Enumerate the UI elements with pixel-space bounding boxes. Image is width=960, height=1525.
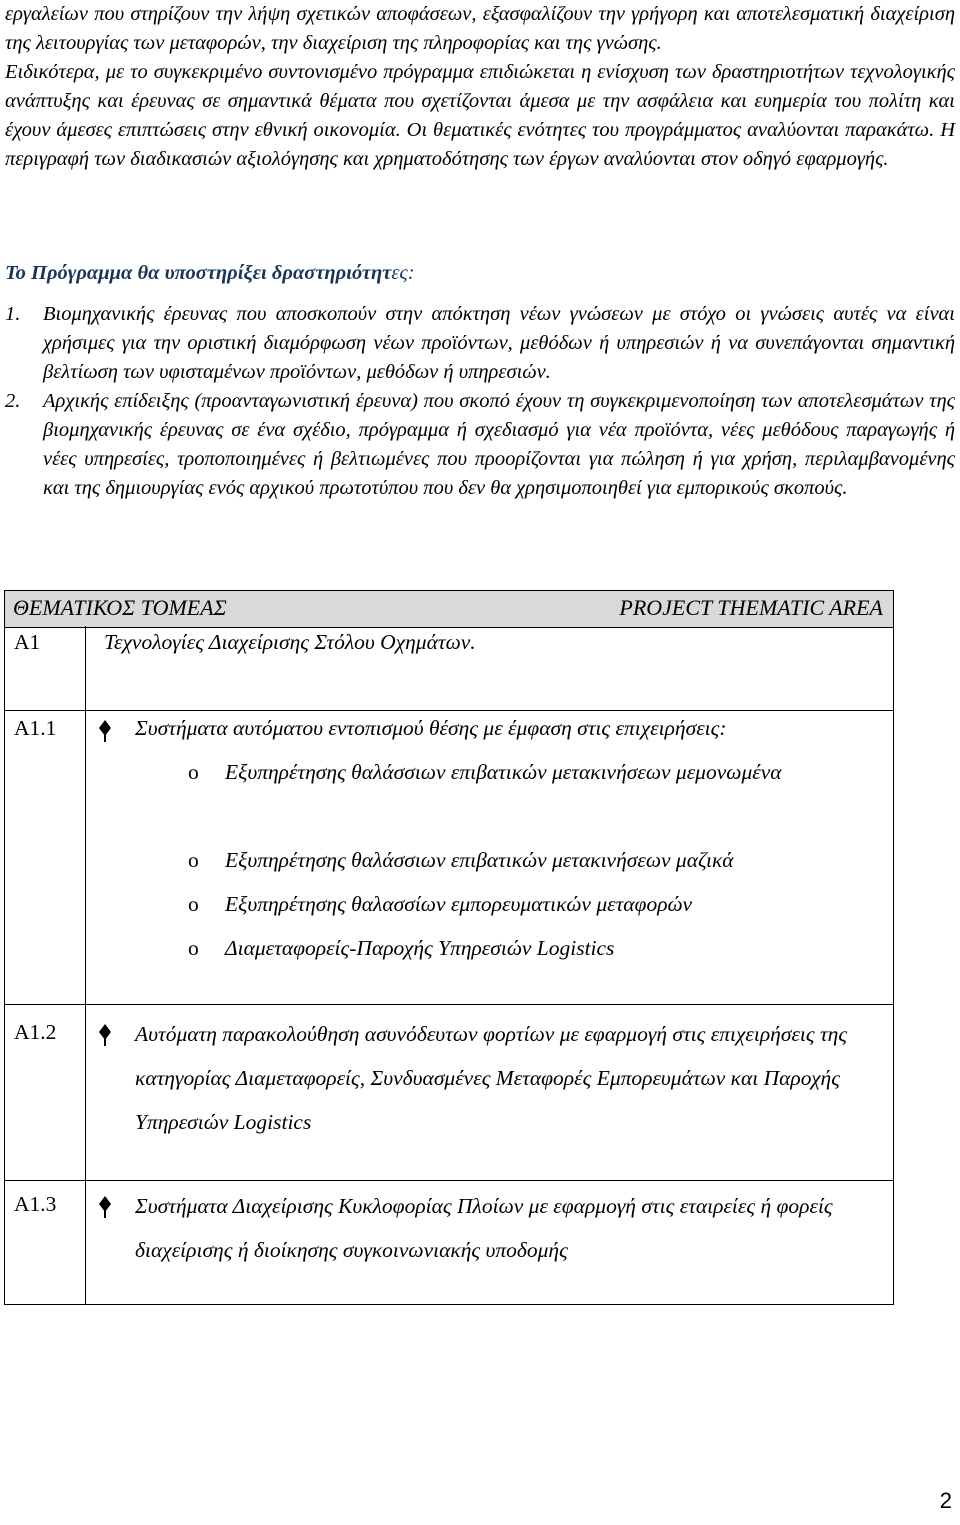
row-text-a1-2: Αυτόματη παρακολούθηση ασυνόδευτων φορτίων με εφαρμογή στις επιχειρήσεις της κατηγορίας Διαμεταφορείς, Συνδυασμένες Μεταφορές Εμπορευμάτων και Παροχής Υπηρεσιών Logistics [135, 1022, 848, 1134]
sub-item [188, 926, 888, 970]
row-divider [5, 1180, 893, 1181]
circle-bullet-icon: o [188, 848, 199, 872]
table-header [4, 590, 894, 628]
row-text-a1-3: Συστήματα Διαχείρισης Κυκλοφορίας Πλοίων με εφαρμογή στις εταιρείες ή φορείς διαχείρισης ή διοίκησης συγκοινωνιακής υποδομής [135, 1194, 833, 1262]
row-text-a1-1: Συστήματα αυτόματου εντοπισμού θέσης με έμφαση στις επιχειρήσεις: [135, 716, 727, 740]
sub-item [188, 838, 888, 882]
sub-item-text: Εξυπηρέτησης θαλάσσιων επιβατικών μετακινήσεων μεμονωμένα [225, 760, 782, 784]
diamond-bullet-icon [97, 718, 113, 744]
list-item-number: 1. [5, 303, 21, 325]
row-code-a1: Α1 [14, 630, 41, 654]
activities-list [5, 300, 955, 503]
list-item [5, 300, 955, 387]
diamond-bullet-icon [97, 1194, 113, 1220]
circle-bullet-icon: o [188, 892, 199, 916]
lead-bold: Το Πρόγραμμα θα υποστηρίξει δραστηριότητ [5, 262, 392, 284]
table-body [4, 626, 894, 1305]
list-item-text: Βιομηχανικής έρευνας που αποσκοπούν στην απόκτηση νέων γνώσεων με στόχο οι γνώσεις αυτές να είναι χρήσιμες για την οριστική διαμόρφωση νέων προϊόντων, μεθόδων ή υπηρεσιών ή να συνεπάγονται σημαντική βελτίωση των υφισταμένων προϊόντων, μεθόδων ή υπηρεσιών. [43, 303, 955, 383]
header-thematic-sector: ΘΕΜΑΤΙΚΟΣ ΤΟΜΕΑΣ [13, 595, 227, 620]
sub-item-text: Εξυπηρέτησης θαλασσίων εμπορευματικών μεταφορών [225, 892, 693, 916]
sub-item [188, 750, 888, 838]
intro-paragraph-1: εργαλείων που στηρίζουν την λήψη σχετικών αποφάσεων, εξασφαλίζουν την γρήγορη και αποτελεσματική διαχείριση της λειτουργίας των μεταφορών, την διαχείριση της πληροφορίας και της γνώσης. [5, 3, 955, 54]
sub-item-text: Διαμεταφορείς-Παροχής Υπηρεσιών Logistics [225, 936, 615, 960]
row-divider [5, 1004, 893, 1005]
header-project-thematic-area: PROJECT THEMATIC AREA [619, 595, 883, 620]
intro-paragraph-2: Ειδικότερα, με το συγκεκριμένο συντονισμένο πρόγραμμα επιδιώκεται η ενίσχυση των δραστηριοτήτων τεχνολογικής ανάπτυξης και έρευνας σε σημαντικά θέματα που σχετίζονται άμεσα με την ασφάλεια και ευημερία του πολίτη και έχουν άμεσες επιπτώσεις στην εθνική οικονομία. Οι θεματικές ενότητες του προγράμματος αναλύονται παρακάτω. Η περιγραφή των διαδικασιών αξιολόγησης και χρηματοδότησης των έργων αναλύονται στον οδηγό εφαρμογής. [5, 61, 955, 170]
circle-bullet-icon: o [188, 936, 199, 960]
sub-item-text: Εξυπηρέτησης θαλάσσιων επιβατικών μετακινήσεων μαζικά [225, 848, 734, 872]
program-lead-heading [5, 262, 415, 285]
list-item-number: 2. [5, 390, 21, 412]
circle-bullet-icon: o [188, 760, 199, 784]
row-code-a1-1: Α1.1 [14, 716, 57, 740]
lead-tail: ες: [391, 262, 415, 284]
row-code-a1-2: Α1.2 [14, 1020, 57, 1044]
diamond-bullet-icon [97, 1022, 113, 1048]
row-title-a1: Τεχνολογίες Διαχείρισης Στόλου Οχημάτων. [104, 630, 476, 654]
sub-item [188, 882, 888, 926]
column-divider [85, 626, 86, 1304]
intro-text [5, 0, 955, 174]
list-item [5, 387, 955, 503]
list-item-text: Αρχικής επίδειξης (προανταγωνιστική έρευνα) που σκοπό έχουν τη συγκεκριμενοποίηση των αποτελεσμάτων της βιομηχανικής έρευνας σε ένα σχέδιο, πρόγραμμα ή σχεδιασμό για νέα προϊόντα, νέες μεθόδους παραγωγής ή νέες υπηρεσίες, τροποποιημένες ή βελτιωμένες που προορίζονται για πώληση ή για χρήση, περιλαμβανομένης και της δημιουργίας ενός αρχικού πρωτοτύπου που δεν θα χρησιμοποιηθεί για εμπορικούς σκοπούς. [43, 390, 955, 499]
row-code-a1-3: Α1.3 [14, 1192, 57, 1216]
page-number: 2 [939, 1488, 952, 1513]
